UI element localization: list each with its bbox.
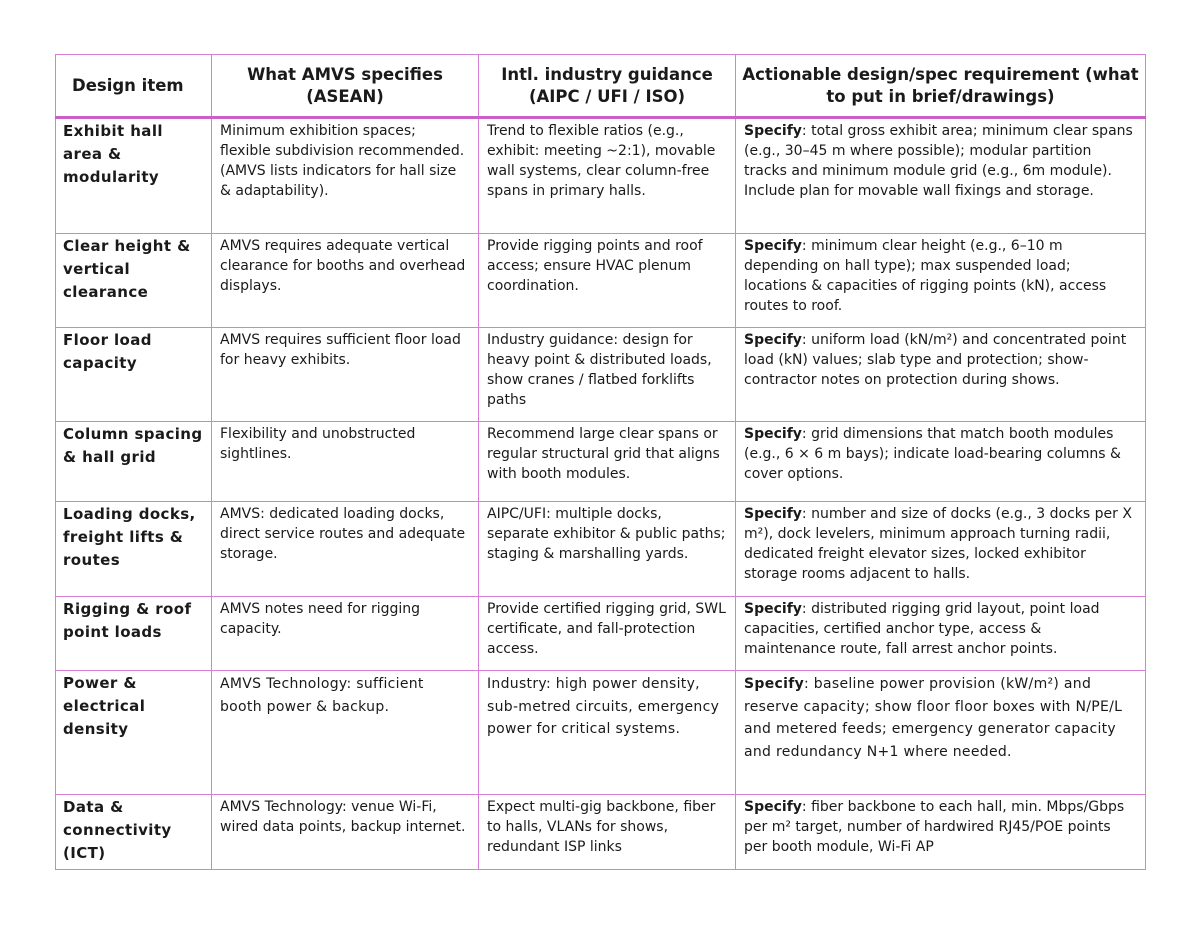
amvs-cell: AMVS: dedicated loading docks, direct service routes and adequate storage. — [212, 502, 479, 597]
amvs-cell: AMVS notes need for rigging capacity. — [212, 597, 479, 671]
header-requirement: Actionable design/spec requirement (what to put in brief/drawings) — [736, 55, 1146, 118]
design-item-cell: Data & connectivity (ICT) — [56, 795, 212, 870]
table-row — [56, 597, 1146, 671]
specify-label: Specify — [744, 123, 802, 139]
header-design-item: Design item — [56, 55, 212, 118]
table-row — [56, 328, 1146, 422]
table-header — [56, 55, 1146, 118]
requirement-cell — [736, 502, 1146, 597]
requirements-table — [55, 54, 1146, 870]
amvs-cell: AMVS Technology: venue Wi-Fi, wired data points, backup internet. — [212, 795, 479, 870]
requirements-table-wrapper — [55, 54, 1145, 870]
design-item-cell: Exhibit hall area & modularity — [56, 118, 212, 234]
requirement-text: : grid dimensions that match booth modules (e.g., 6 × 6 m bays); indicate load-bearing columns & cover options. — [744, 426, 1121, 482]
requirement-cell — [736, 671, 1146, 795]
industry-cell: AIPC/UFI: multiple docks, separate exhibitor & public paths; staging & marshalling yards. — [479, 502, 736, 597]
requirement-text: : total gross exhibit area; minimum clear spans (e.g., 30–45 m where possible); modular partition tracks and minimum module grid (e.g., 6m module). Include plan for movable wall fixings and storage. — [744, 123, 1133, 199]
requirement-cell — [736, 118, 1146, 234]
requirement-text: : baseline power provision (kW/m²) and reserve capacity; show floor floor boxes with N/PE/L and metered feeds; emergency generator capacity and redundancy N+1 where needed. — [744, 676, 1123, 760]
table-row — [56, 118, 1146, 234]
amvs-cell: AMVS requires adequate vertical clearance for booths and overhead displays. — [212, 234, 479, 328]
industry-cell: Expect multi-gig backbone, fiber to halls, VLANs for shows, redundant ISP links — [479, 795, 736, 870]
design-item-cell: Column spacing & hall grid — [56, 422, 212, 502]
requirement-text: : uniform load (kN/m²) and concentrated point load (kN) values; slab type and protection; show-contractor notes on protection during shows. — [744, 332, 1127, 388]
amvs-cell: AMVS requires sufficient floor load for heavy exhibits. — [212, 328, 479, 422]
requirement-cell — [736, 795, 1146, 870]
header-industry: Intl. industry guidance (AIPC / UFI / ISO) — [479, 55, 736, 118]
requirement-cell — [736, 328, 1146, 422]
requirement-cell — [736, 234, 1146, 328]
requirement-text: : number and size of docks (e.g., 3 docks per X m²), dock levelers, minimum approach turning radii, dedicated freight elevator sizes, locked exhibitor storage rooms adjacent to halls. — [744, 506, 1132, 582]
industry-cell: Provide rigging points and roof access; ensure HVAC plenum coordination. — [479, 234, 736, 328]
requirement-text: : minimum clear height (e.g., 6–10 m depending on hall type); max suspended load; locations & capacities of rigging points (kN), access routes to roof. — [744, 238, 1107, 314]
amvs-cell: Minimum exhibition spaces; flexible subdivision recommended. (AMVS lists indicators for hall size & adaptability). — [212, 118, 479, 234]
table-row — [56, 234, 1146, 328]
header-amvs: What AMVS specifies (ASEAN) — [212, 55, 479, 118]
specify-label: Specify — [744, 332, 802, 348]
requirement-text: : distributed rigging grid layout, point load capacities, certified anchor type, access & maintenance route, fall arrest anchor points. — [744, 601, 1100, 657]
specify-label: Specify — [744, 238, 802, 254]
specify-label: Specify — [744, 506, 802, 522]
specify-label: Specify — [744, 601, 802, 617]
table-row — [56, 671, 1146, 795]
table-row — [56, 502, 1146, 597]
amvs-cell: Flexibility and unobstructed sightlines. — [212, 422, 479, 502]
design-item-cell: Rigging & roof point loads — [56, 597, 212, 671]
specify-label: Specify — [744, 799, 802, 815]
industry-cell: Trend to flexible ratios (e.g., exhibit: meeting ~2:1), movable wall systems, clear column-free spans in primary halls. — [479, 118, 736, 234]
design-item-cell: Clear height & vertical clearance — [56, 234, 212, 328]
header-row — [56, 55, 1146, 118]
table-row — [56, 795, 1146, 870]
industry-cell: Recommend large clear spans or regular structural grid that aligns with booth modules. — [479, 422, 736, 502]
specify-label: Specify — [744, 676, 805, 692]
requirement-cell — [736, 597, 1146, 671]
table-row — [56, 422, 1146, 502]
industry-cell: Provide certified rigging grid, SWL certificate, and fall-protection access. — [479, 597, 736, 671]
table-body — [56, 118, 1146, 870]
design-item-cell: Loading docks, freight lifts & routes — [56, 502, 212, 597]
specify-label: Specify — [744, 426, 802, 442]
design-item-cell: Floor load capacity — [56, 328, 212, 422]
amvs-cell: AMVS Technology: sufficient booth power & backup. — [212, 671, 479, 795]
industry-cell: Industry: high power density, sub-metred circuits, emergency power for critical systems. — [479, 671, 736, 795]
industry-cell: Industry guidance: design for heavy point & distributed loads, show cranes / flatbed forklifts paths — [479, 328, 736, 422]
requirement-text: : fiber backbone to each hall, min. Mbps/Gbps per m² target, number of hardwired RJ45/POE points per booth module, Wi-Fi AP — [744, 799, 1125, 855]
requirement-cell — [736, 422, 1146, 502]
design-item-cell: Power & electrical density — [56, 671, 212, 795]
